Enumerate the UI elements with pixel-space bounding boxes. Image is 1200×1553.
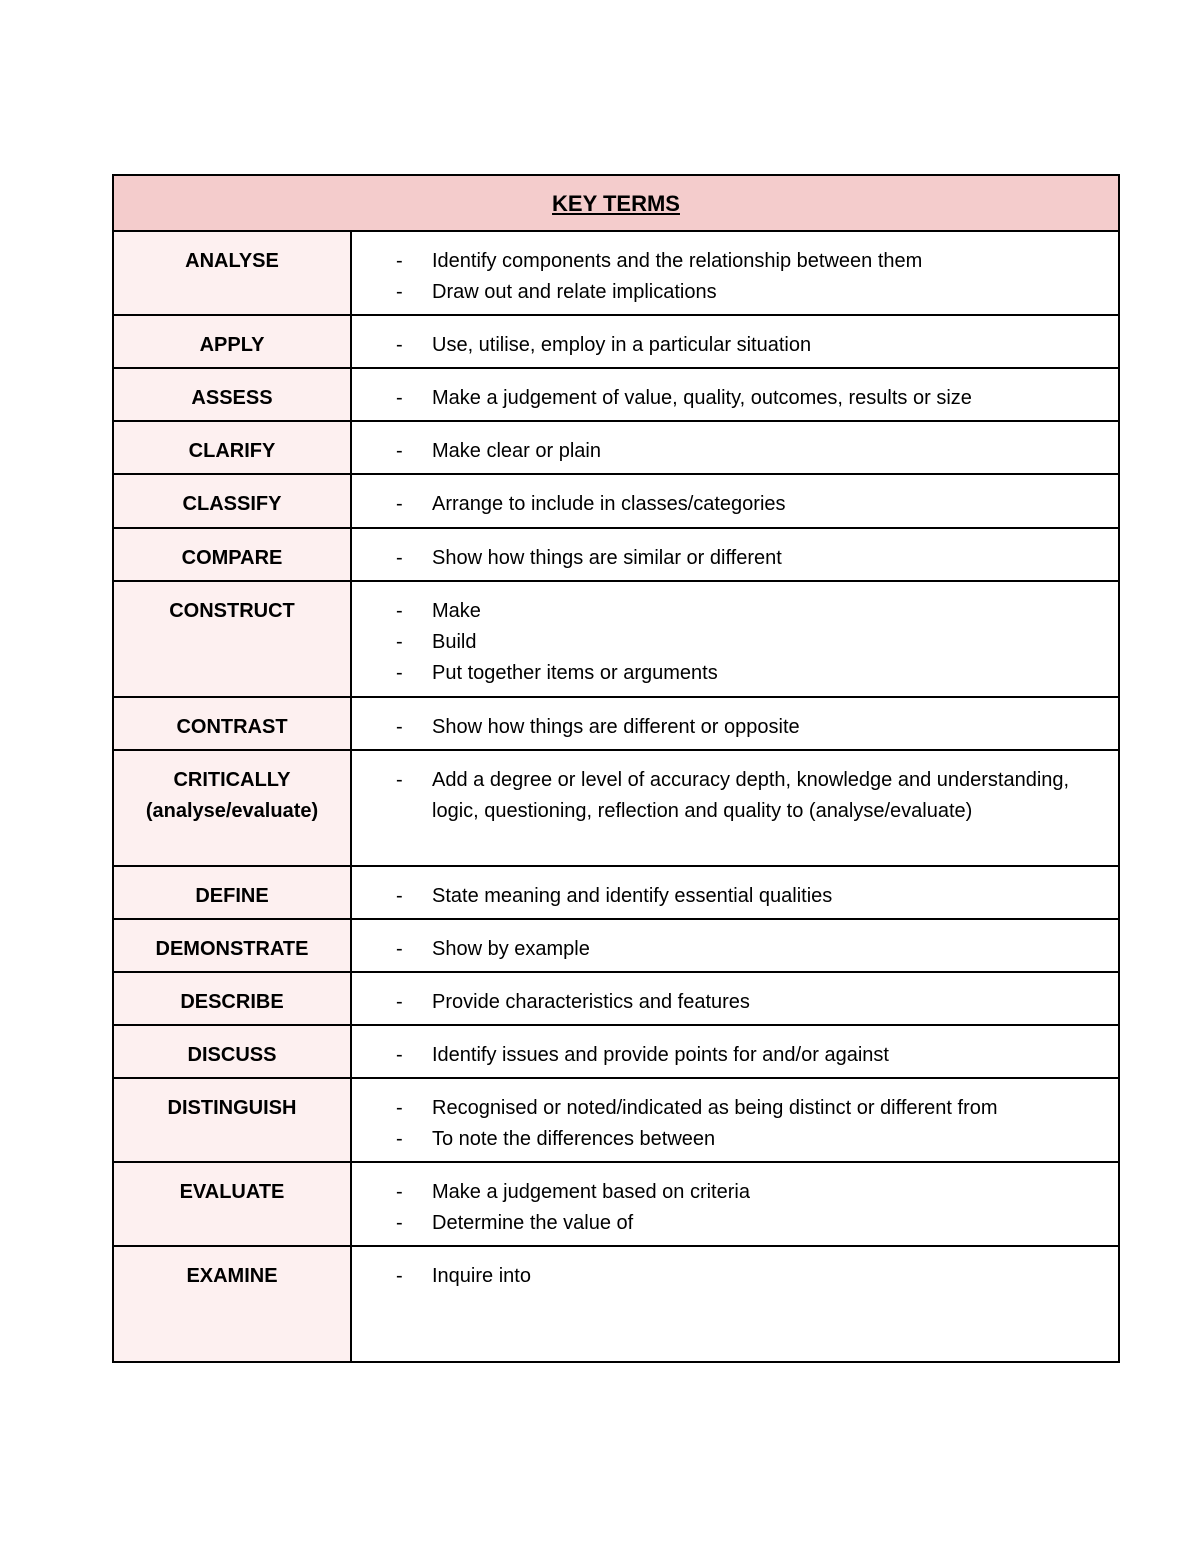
term-cell	[113, 972, 351, 1025]
table-row	[113, 528, 1119, 581]
definition-item: - Draw out and relate implications	[396, 277, 1110, 308]
table-header-row	[113, 175, 1119, 231]
table-row	[113, 474, 1119, 528]
definition-item: - Make a judgement of value, quality, outcomes, results or size	[396, 383, 1110, 414]
definition-cell	[351, 1246, 1119, 1362]
term-cell	[113, 1246, 351, 1362]
definition-list	[352, 489, 1118, 520]
definition-item: - To note the differences between	[396, 1124, 1110, 1155]
definition-cell	[351, 421, 1119, 474]
definition-cell	[351, 1078, 1119, 1162]
definition-cell	[351, 474, 1119, 528]
definition-list	[352, 436, 1118, 467]
term-cell	[113, 1162, 351, 1246]
term-label: DEFINE	[195, 885, 269, 907]
term-cell	[113, 421, 351, 474]
definition-item: - Make	[396, 596, 1110, 627]
term-label: CONTRAST	[176, 716, 288, 738]
definition-cell	[351, 697, 1119, 750]
term-cell	[113, 368, 351, 421]
term-label: DEMONSTRATE	[155, 938, 309, 960]
term-cell	[113, 528, 351, 581]
definition-cell	[351, 231, 1119, 315]
definition-cell	[351, 1162, 1119, 1246]
table-row	[113, 1246, 1119, 1362]
definition-list	[352, 1261, 1118, 1292]
definition-item: - Inquire into	[396, 1261, 1110, 1292]
table-row	[113, 750, 1119, 866]
table-row	[113, 1078, 1119, 1162]
definition-item: - Put together items or arguments	[396, 658, 1110, 689]
table-title-cell	[113, 175, 1119, 231]
definition-item: - Show how things are similar or different	[396, 543, 1110, 574]
definition-cell	[351, 315, 1119, 368]
definition-list	[352, 543, 1118, 574]
term-label: ASSESS	[191, 387, 273, 409]
definition-cell	[351, 750, 1119, 866]
definition-list	[352, 596, 1118, 689]
definition-list	[352, 1040, 1118, 1071]
definition-list	[352, 330, 1118, 361]
term-label: (analyse/evaluate)	[145, 800, 319, 822]
definition-cell	[351, 528, 1119, 581]
table-row	[113, 231, 1119, 315]
table-row	[113, 866, 1119, 919]
term-cell	[113, 474, 351, 528]
term-cell	[113, 697, 351, 750]
term-label: COMPARE	[181, 547, 283, 569]
term-cell	[113, 231, 351, 315]
definition-list	[352, 246, 1118, 308]
term-cell	[113, 581, 351, 697]
term-label: ANALYSE	[185, 250, 279, 272]
table-row	[113, 972, 1119, 1025]
definition-item: - Make clear or plain	[396, 436, 1110, 467]
term-label: EVALUATE	[179, 1181, 285, 1203]
table-title: KEY TERMS	[552, 191, 680, 216]
term-cell	[113, 919, 351, 972]
table-row	[113, 581, 1119, 697]
definition-list	[352, 934, 1118, 965]
term-label: APPLY	[199, 334, 265, 356]
definition-cell	[351, 581, 1119, 697]
term-label: DISCUSS	[187, 1044, 277, 1066]
term-label: CONSTRUCT	[169, 600, 295, 622]
definition-cell	[351, 1025, 1119, 1078]
definition-list	[352, 987, 1118, 1018]
table-row	[113, 315, 1119, 368]
table-row	[113, 919, 1119, 972]
definition-item: - State meaning and identify essential qualities	[396, 881, 1110, 912]
definition-list	[352, 1177, 1118, 1239]
definition-cell	[351, 866, 1119, 919]
definition-item: - Arrange to include in classes/categories	[396, 489, 1110, 520]
term-label: CLASSIFY	[182, 493, 282, 515]
term-label: EXAMINE	[186, 1265, 278, 1287]
term-cell	[113, 315, 351, 368]
definition-item: - Make a judgement based on criteria	[396, 1177, 1110, 1208]
key-terms-table	[112, 174, 1120, 1363]
term-label: CRITICALLY	[173, 769, 291, 791]
term-cell	[113, 866, 351, 919]
term-cell	[113, 1025, 351, 1078]
definition-list	[352, 383, 1118, 414]
term-cell	[113, 1078, 351, 1162]
definition-list	[352, 765, 1118, 827]
term-cell	[113, 750, 351, 866]
term-label: CLARIFY	[188, 440, 276, 462]
definition-list	[352, 881, 1118, 912]
definition-item: - Add a degree or level of accuracy depth, knowledge and understanding, logic, questioning, reflection and quality to (analyse/evaluate)	[396, 765, 1110, 827]
definition-cell	[351, 368, 1119, 421]
definition-item: - Identify components and the relationship between them	[396, 246, 1110, 277]
definition-item: - Recognised or noted/indicated as being distinct or different from	[396, 1093, 1110, 1124]
table-row	[113, 421, 1119, 474]
definition-list	[352, 1093, 1118, 1155]
table-row	[113, 1025, 1119, 1078]
definition-list	[352, 712, 1118, 743]
table-row	[113, 1162, 1119, 1246]
definition-item: - Show how things are different or opposite	[396, 712, 1110, 743]
table-row	[113, 697, 1119, 750]
definition-item: - Show by example	[396, 934, 1110, 965]
term-label: DISTINGUISH	[167, 1097, 297, 1119]
definition-item: - Identify issues and provide points for and/or against	[396, 1040, 1110, 1071]
term-label: DESCRIBE	[180, 991, 284, 1013]
definition-cell	[351, 919, 1119, 972]
definition-item: - Provide characteristics and features	[396, 987, 1110, 1018]
definition-item: - Determine the value of	[396, 1208, 1110, 1239]
definition-item: - Use, utilise, employ in a particular situation	[396, 330, 1110, 361]
table-row	[113, 368, 1119, 421]
definition-item: - Build	[396, 627, 1110, 658]
definition-cell	[351, 972, 1119, 1025]
